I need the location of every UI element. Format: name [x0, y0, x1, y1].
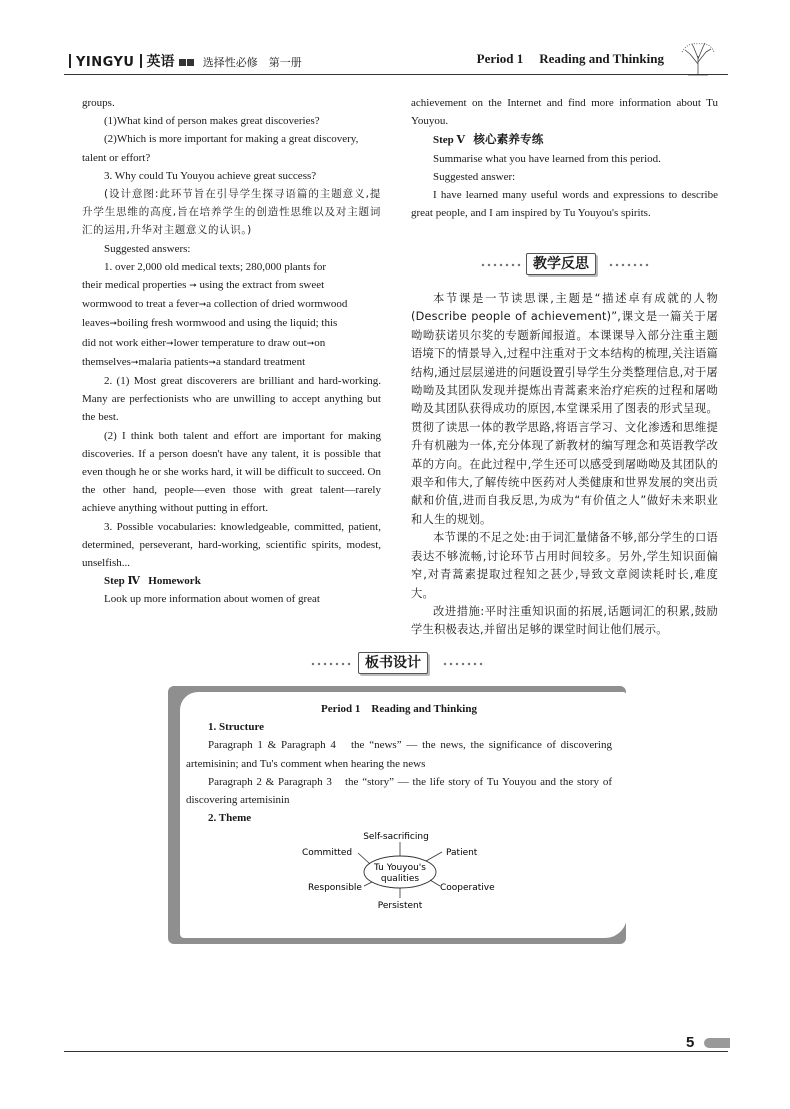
arrow-icon: ➞	[109, 319, 118, 330]
step-5-heading: Step Ⅴ 核心素养专练	[433, 132, 544, 147]
answer-1-line6: themselves➞malaria patients➞a standard treatment	[82, 355, 306, 368]
theme-heading: 2. Theme	[208, 812, 252, 825]
question-1: (1)What kind of person makes great discoveries?	[104, 115, 320, 128]
answer-1-line4: leaves➞boiling fresh wormwood and using the liquid; this	[82, 317, 338, 330]
structure-para-1: Paragraph 1 & Paragraph 4 the “news” — the news, the significance of discovering artemisinin; and Tu's comment when hearing the news	[186, 739, 612, 770]
homework-text: Look up more information about women of great	[104, 593, 320, 606]
reflection-title-text: 教学反思	[526, 253, 596, 275]
left-column	[82, 94, 381, 609]
reflection-para-1: 本节课是一节读思课,主题是“描述卓有成就的人物(Describe people of achievement)”,课文是一篇关于屠呦呦获诺贝尔奖的专题新闻报道。本课课导入部分注重主题语境下的情景导入,过程中注重对于文本结构的梳理,关注语篇结构,通过层层递进的问题设置引导学生分类整理信息,对于屠呦呦及其团队发现并提炼出青蒿素来治疗疟疾的过程和屠呦呦及其团队获得成功的原因,本堂课采用了图表的形式呈现。贯彻了读思一体的教学思路,将语言学习、文化渗透和思维提升有机融为一体,充分体现了新教材的编写理念和英语教学改革的方向。在此过程中,学生还可以感受到屠呦呦及其团队的艰辛和伟大,了解传统中医药对人类健康和世界发展的突出贡献和价值,进而自我反思,为成为“有价值之人”做好未来职业和人生的规划。	[411, 292, 718, 526]
right-column	[411, 94, 718, 222]
arrow-icon: ➞	[166, 338, 174, 349]
arrow-icon: ➞	[198, 300, 207, 311]
quality-label: Persistent	[377, 901, 423, 911]
center-label-2: qualities	[380, 874, 420, 884]
board-content	[186, 700, 612, 827]
board-section-title	[310, 652, 485, 676]
theme-mind-map	[300, 828, 500, 914]
answer-2: 2. (1) Most great discoverers are brilliant and hard-working. Many are perfectionists who are unwilling to accept anything but the best.	[82, 375, 381, 424]
design-note: (设计意图:此环节旨在引导学生探寻语篇的主题意义,提升学生思维的高度,旨在培养学生的创造性思维以及对主题词汇的运用,升华对主题意义的认识。)	[82, 188, 381, 237]
arrow-icon: ➞	[130, 357, 139, 368]
arrow-icon: ➞	[208, 357, 216, 368]
arrow-icon: ➞	[306, 338, 315, 349]
suggested-answer: I have learned many useful words and expressions to describe great people, and I am inspired by Tu Youyou's spirits.	[411, 189, 718, 220]
quality-label: Committed	[302, 848, 353, 858]
step-4-heading: Step Ⅳ Homework	[104, 575, 201, 588]
book-name: 选择性必修 第一册	[202, 56, 302, 69]
board-heading: Period 1 Reading and Thinking	[321, 703, 477, 715]
header-left	[64, 51, 302, 71]
answer-3: 3. Possible vocabularies: knowledgeable, committed, patient, determined, perseverant, hard-working, scientific spirits, modest, unselfish...	[82, 520, 381, 570]
header-period: Period 1	[476, 51, 524, 66]
arrow-icon: ➞	[189, 281, 197, 292]
reflection-para-2: 本节课的不足之处:由于词汇量储备不够,部分学生的口语表达不够流畅,讨论环节占用时间较多。另外,学生知识面偏窄,对青蒿素提取过程知之甚少,导致文章阅读耗时长,难度大。	[411, 531, 718, 600]
page-tab	[704, 1038, 730, 1048]
header-right	[477, 51, 664, 67]
answer-1-line5: did not work either➞lower temperature to draw out➞on	[82, 336, 326, 349]
reflection-body	[411, 290, 718, 640]
question-2: (2)Which is more important for making a great discovery,	[104, 133, 359, 146]
answer-1: 1. over 2,000 old medical texts; 280,000 plants for	[104, 260, 327, 273]
answer-2-part2: (2) I think both talent and effort are important for making discoveries. If a person doesn't have any talent, it is possible that even though he or she works hard, it will be difficult to succeed. On the other hand, people—even those with great talent—rarely achieve anything without putting in effort.	[82, 429, 381, 515]
quality-label: Patient	[446, 848, 478, 858]
structure-para-2: Paragraph 2 & Paragraph 3 the “story” — the life story of Tu Youyou and the story of discovering artemisinin	[186, 775, 612, 807]
answer-1-line2: their medical properties ➞ using the extract from sweet	[82, 279, 325, 292]
summary-task: Summarise what you have learned from this period.	[433, 152, 661, 165]
center-label: Tu Youyou's	[374, 863, 426, 873]
board-title-text: 板书设计	[358, 652, 428, 674]
series-name: YINGYU	[76, 55, 135, 70]
quality-label: Responsible	[308, 883, 362, 893]
structure-heading: 1. Structure	[208, 721, 265, 734]
question-2-cont: talent or effort?	[82, 151, 151, 164]
tree-icon	[678, 42, 718, 76]
page-number: 5	[686, 1034, 695, 1051]
page-header	[64, 48, 728, 74]
subject-name: 英语	[146, 54, 175, 70]
footer-rule	[64, 1051, 728, 1052]
homework-cont: achievement on the Internet and find more information about Tu Youyou.	[411, 97, 718, 128]
quality-label: Self-sacrificing	[363, 832, 429, 842]
question-3: 3. Why could Tu Youyou achieve great success?	[104, 169, 317, 182]
header-lesson: Reading and Thinking	[539, 51, 664, 66]
text-line: groups.	[82, 97, 115, 109]
reflection-para-3: 改进措施:平时注重知识面的拓展,话题词汇的积累,鼓励学生积极表达,并留出足够的课堂时间让他们展示。	[411, 604, 718, 637]
quality-label: Cooperative	[440, 883, 495, 893]
reflection-title	[480, 253, 650, 277]
answer-1-line3: wormwood to treat a fever➞a collection of dried wormwood	[82, 298, 348, 311]
suggested-answer-label: Suggested answer:	[433, 170, 516, 183]
suggested-label: Suggested answers:	[104, 242, 191, 255]
